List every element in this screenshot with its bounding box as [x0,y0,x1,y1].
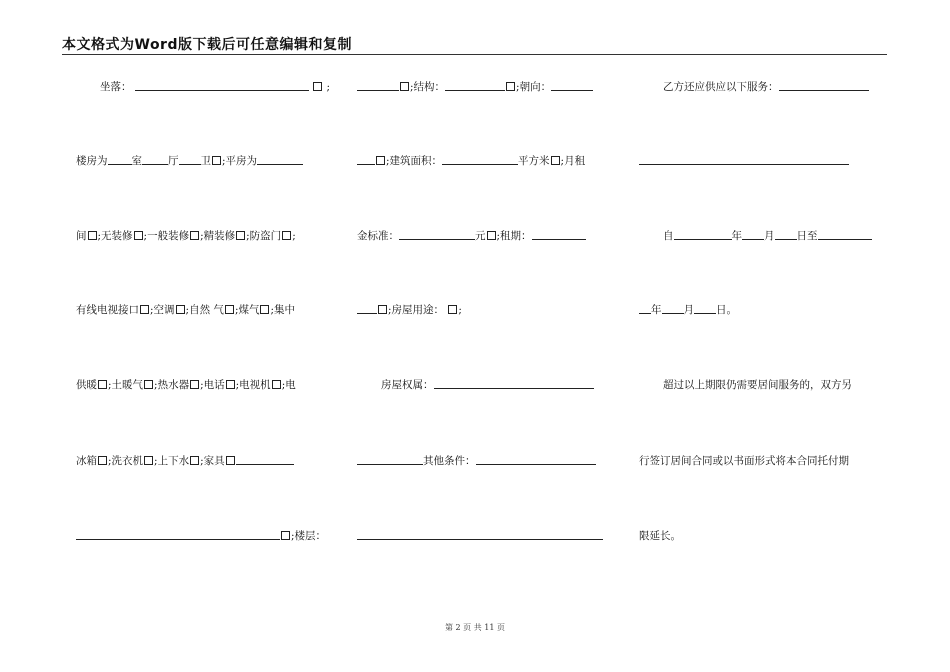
checkbox [448,305,457,314]
blank-area [442,154,518,165]
header-title: 本文格式为Word版下载后可任意编辑和复制 [62,37,352,53]
text: 自 [663,230,674,242]
text: ;土暖气 [108,379,144,391]
col1-line6 [76,454,294,468]
blank [357,154,375,165]
blank-year [674,229,732,240]
blank-month [742,229,764,240]
text: 楼房为 [76,155,108,167]
checkbox [140,305,149,314]
blank-rent [399,229,475,240]
col2-line2 [357,154,585,168]
text: ;防盗门 [246,230,282,242]
text: ;煤气 [234,304,260,316]
text: ;热水器 [154,379,190,391]
text: ;楼层： [291,530,327,542]
text: ; [458,304,462,316]
text: 金标准： [357,230,399,242]
text: 卫 [200,155,211,167]
blank-term [532,229,586,240]
text: ; [326,81,331,93]
col1-line7 [76,529,326,543]
col3-line4 [639,303,737,317]
checkbox [378,305,387,314]
blank-services-cont [639,154,849,165]
checkbox [260,305,269,314]
text: 乙方还应供应以下服务： [663,81,779,93]
text: 年 [651,304,662,316]
blank [357,80,399,91]
col1-line5 [76,378,296,392]
checkbox [144,380,153,389]
blank-end [818,229,872,240]
blank-structure [445,80,505,91]
text: ;建筑面积： [386,155,443,167]
checkbox [225,305,234,314]
checkbox [487,231,496,240]
text: 日。 [716,304,737,316]
text: 月 [683,304,694,316]
col1-line4 [76,303,295,317]
col1-line2 [76,154,303,168]
blank-day [775,229,797,240]
blank-conditions [476,454,596,465]
blank-other [76,529,280,540]
blank-month2 [662,303,684,314]
text: ;无装修 [97,230,133,242]
checkbox [98,380,107,389]
col3-line2 [639,154,849,168]
text: 限延长。 [639,530,681,542]
text: ;自然 气 [185,304,224,316]
blank-day2 [694,303,716,314]
text: 间 [76,230,87,242]
page-header [62,32,887,55]
text: 其他条件： [423,455,476,467]
text: 超过以上期限仍需要居间服务的，双方另 [663,379,852,391]
text: ;租期： [496,230,532,242]
checkbox [190,231,199,240]
text: 元 [475,230,486,242]
text: 年 [731,230,742,242]
blank-long [357,529,603,540]
col3-line7 [639,529,681,543]
col2-line6 [357,454,596,468]
blank [357,454,423,465]
text: ;电视机 [235,379,271,391]
text: 房屋权属： [381,379,434,391]
checkbox [88,231,97,240]
page-number: 第 2 页 共 11 页 [445,623,505,632]
blank-orientation [551,80,593,91]
col1-line1 [100,80,330,94]
blank [639,303,651,314]
col2-line4 [357,303,462,317]
checkbox [134,231,143,240]
text: ;平房为 [222,155,258,167]
blank-location [135,80,309,91]
text: ;洗衣机 [108,455,144,467]
text: ; [292,230,296,242]
text: ;空调 [150,304,175,316]
text: 有线电视接口 [76,304,139,316]
col2-line5 [381,378,594,392]
blank-ownership [434,378,594,389]
text: ;月租 [560,155,586,167]
checkbox [281,531,290,540]
checkbox [98,456,107,465]
text: 日至 [796,230,818,242]
checkbox [506,82,515,91]
text: 室 [131,155,142,167]
checkbox [272,380,281,389]
col2-line7 [357,529,603,543]
checkbox [212,156,221,165]
blank-halls [142,154,168,165]
checkbox [226,380,235,389]
text: 行签订居间合同或以书面形式将本合同托付期 [639,455,849,467]
text: ;结构： [410,81,446,93]
blank-furniture [236,454,294,465]
col1-line3 [76,229,296,243]
checkbox [190,456,199,465]
text: ;精装修 [200,230,236,242]
blank-bungalow [257,154,303,165]
text: ;朝向： [516,81,552,93]
blank-rooms [108,154,132,165]
text: ;电 [281,379,296,391]
checkbox [236,231,245,240]
text: ;电话 [200,379,225,391]
text: 平方米 [518,155,550,167]
checkbox [190,380,199,389]
blank-services [779,80,869,91]
checkbox [313,82,322,91]
text: ;集中 [270,304,296,316]
col2-line3 [357,229,586,243]
checkbox [551,156,560,165]
text: ;上下水 [154,455,190,467]
blank-bath [179,154,201,165]
checkbox [282,231,291,240]
col3-line1 [663,80,869,94]
col2-line1 [357,80,593,94]
checkbox [226,456,235,465]
col3-line3 [663,229,872,243]
text: ;房屋用途： [388,304,445,316]
checkbox [376,156,385,165]
checkbox [176,305,185,314]
col3-line5 [663,378,852,392]
location-label: 坐落： [100,81,132,93]
text: 月 [764,230,775,242]
text: 供暖 [76,379,97,391]
text: ;一般装修 [143,230,190,242]
checkbox [144,456,153,465]
text: 厅 [168,155,179,167]
checkbox [400,82,409,91]
col3-line6 [639,454,849,468]
text: ;家具 [200,455,225,467]
blank [357,303,377,314]
text: 冰箱 [76,455,97,467]
